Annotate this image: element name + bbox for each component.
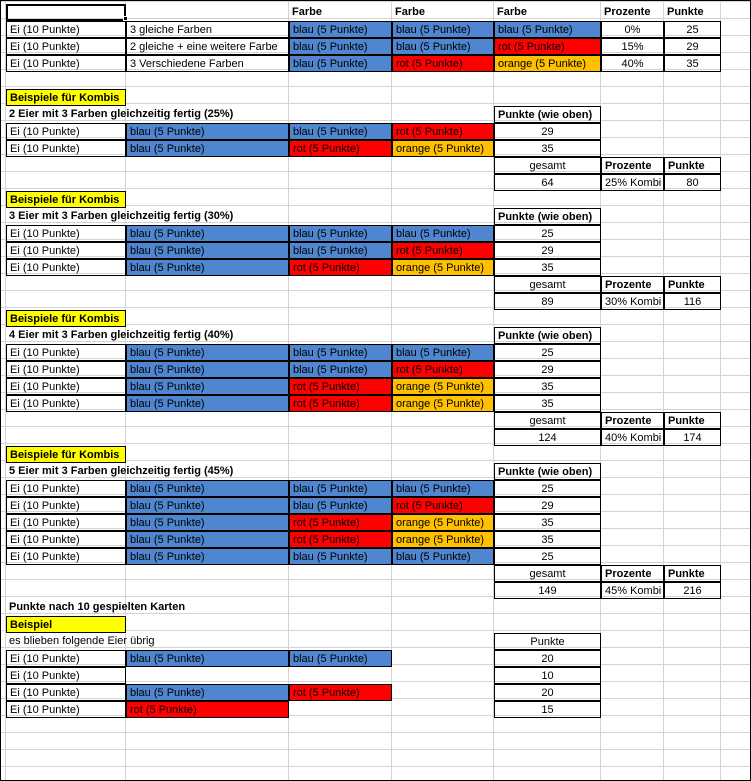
cell-r8-c5[interactable]: 29 [494,123,601,140]
cell-r35-c3[interactable]: 216 [664,582,721,599]
cell-r29-c4[interactable]: blau (5 Punkte) [392,480,494,497]
cell-r29-c2[interactable]: blau (5 Punkte) [126,480,289,497]
cell-r16-c4[interactable]: orange (5 Punkte) [392,259,494,276]
gridline [663,1,664,780]
cell-r14-c3[interactable]: blau (5 Punkte) [289,225,392,242]
cell-r39-c2[interactable]: blau (5 Punkte) [126,650,289,667]
cell-r31-c5[interactable]: 35 [494,514,601,531]
cell-r20-c1[interactable]: 4 Eier mit 3 Farben gleichzeitig fertig (40%) [9,329,234,341]
cell-r4-c4[interactable]: rot (5 Punkte) [392,55,494,72]
cell-r23-c2[interactable]: blau (5 Punkte) [126,378,289,395]
fill-handle[interactable] [123,16,128,21]
cell-r15-c5[interactable]: 29 [494,242,601,259]
cell-r31-c1[interactable]: Ei (10 Punkte) [6,514,126,531]
cell-r4-c5[interactable]: orange (5 Punkte) [494,55,601,72]
cell-r1-c5[interactable]: Prozente [604,6,651,18]
cell-r14-c5[interactable]: 25 [494,225,601,242]
cell-r2-c2[interactable]: 3 gleiche Farben [126,21,289,38]
cell-r18-c2[interactable]: 30% Kombi [601,293,664,310]
cell-r41-c2[interactable]: blau (5 Punkte) [126,684,289,701]
cell-r9-c1[interactable]: Ei (10 Punkte) [6,140,126,157]
cell-r21-c1[interactable]: Ei (10 Punkte) [6,344,126,361]
cell-r35-c2[interactable]: 45% Kombi [601,582,664,599]
cell-r12-c1[interactable]: Beispiele für Kombis [6,191,126,208]
cell-r28-c1[interactable]: 5 Eier mit 3 Farben gleichzeitig fertig (45%) [9,465,234,477]
cell-r3-c5[interactable]: rot (5 Punkte) [494,38,601,55]
cell-r3-c2[interactable]: 2 gleiche + eine weitere Farbe [126,38,289,55]
cell-r29-c1[interactable]: Ei (10 Punkte) [6,480,126,497]
cell-r17-c1[interactable]: gesamt [494,276,601,293]
cell-r38-c1[interactable]: es blieben folgende Eier übrig [9,635,155,647]
cell-r17-c3[interactable]: Punkte [664,276,721,293]
cell-r30-c4[interactable]: rot (5 Punkte) [392,497,494,514]
cell-r42-c3[interactable]: 15 [494,701,601,718]
cell-r38-c2[interactable]: Punkte [494,633,601,650]
cell-r41-c4[interactable]: 20 [494,684,601,701]
cell-r10-c2[interactable]: Prozente [601,157,664,174]
cell-r16-c3[interactable]: rot (5 Punkte) [289,259,392,276]
cell-r8-c2[interactable]: blau (5 Punkte) [126,123,289,140]
cell-r14-c2[interactable]: blau (5 Punkte) [126,225,289,242]
cell-r25-c3[interactable]: Punkte [664,412,721,429]
cell-r2-c7[interactable]: 25 [664,21,721,38]
cell-r1-c4[interactable]: Farbe [497,6,527,18]
cell-r9-c4[interactable]: orange (5 Punkte) [392,140,494,157]
cell-r21-c4[interactable]: blau (5 Punkte) [392,344,494,361]
cell-r28-c2[interactable]: Punkte (wie oben) [494,463,601,480]
cell-r23-c3[interactable]: rot (5 Punkte) [289,378,392,395]
cell-r25-c2[interactable]: Prozente [601,412,664,429]
cell-r26-c2[interactable]: 40% Kombi [601,429,664,446]
cell-r42-c1[interactable]: Ei (10 Punkte) [6,701,126,718]
cell-r19-c1[interactable]: Beispiele für Kombis [6,310,126,327]
cell-r3-c4[interactable]: blau (5 Punkte) [392,38,494,55]
cell-r2-c4[interactable]: blau (5 Punkte) [392,21,494,38]
cell-r10-c3[interactable]: Punkte [664,157,721,174]
cell-r22-c5[interactable]: 29 [494,361,601,378]
cell-r23-c4[interactable]: orange (5 Punkte) [392,378,494,395]
cell-r31-c2[interactable]: blau (5 Punkte) [126,514,289,531]
cell-r24-c3[interactable]: rot (5 Punkte) [289,395,392,412]
cell-r7-c2[interactable]: Punkte (wie oben) [494,106,601,123]
gridline [720,1,721,780]
cell-r32-c2[interactable]: blau (5 Punkte) [126,531,289,548]
cell-r3-c3[interactable]: blau (5 Punkte) [289,38,392,55]
cell-r33-c2[interactable]: blau (5 Punkte) [126,548,289,565]
cell-r4-c3[interactable]: blau (5 Punkte) [289,55,392,72]
cell-r21-c2[interactable]: blau (5 Punkte) [126,344,289,361]
cell-r25-c1[interactable]: gesamt [494,412,601,429]
cell-r42-c2[interactable]: rot (5 Punkte) [126,701,289,718]
cell-r34-c2[interactable]: Prozente [601,565,664,582]
cell-r2-c1[interactable]: Ei (10 Punkte) [6,21,126,38]
cell-r1-c2[interactable]: Farbe [292,6,322,18]
cell-r39-c4[interactable]: 20 [494,650,601,667]
cell-r15-c1[interactable]: Ei (10 Punkte) [6,242,126,259]
cell-r6-c1[interactable]: Beispiele für Kombis [6,89,126,106]
cell-r33-c3[interactable]: blau (5 Punkte) [289,548,392,565]
cell-r1-c1[interactable] [6,4,126,21]
cell-r27-c1[interactable]: Beispiele für Kombis [6,446,126,463]
cell-r14-c1[interactable]: Ei (10 Punkte) [6,225,126,242]
cell-r24-c2[interactable]: blau (5 Punkte) [126,395,289,412]
cell-r31-c3[interactable]: rot (5 Punkte) [289,514,392,531]
cell-r17-c2[interactable]: Prozente [601,276,664,293]
cell-r4-c2[interactable]: 3 Verschiedene Farben [126,55,289,72]
cell-r40-c1[interactable]: Ei (10 Punkte) [6,667,126,684]
cell-r11-c2[interactable]: 25% Kombi [601,174,664,191]
cell-r24-c4[interactable]: orange (5 Punkte) [392,395,494,412]
cell-r24-c1[interactable]: Ei (10 Punkte) [6,395,126,412]
cell-r1-c3[interactable]: Farbe [395,6,425,18]
cell-r15-c3[interactable]: blau (5 Punkte) [289,242,392,259]
cell-r37-c1[interactable]: Beispiel [6,616,126,633]
cell-r7-c1[interactable]: 2 Eier mit 3 Farben gleichzeitig fertig (25%) [9,108,234,120]
cell-r4-c7[interactable]: 35 [664,55,721,72]
cell-r35-c1[interactable]: 149 [494,582,601,599]
cell-r3-c6[interactable]: 15% [601,38,664,55]
cell-r23-c1[interactable]: Ei (10 Punkte) [6,378,126,395]
cell-r18-c3[interactable]: 116 [664,293,721,310]
cell-r26-c3[interactable]: 174 [664,429,721,446]
cell-r30-c1[interactable]: Ei (10 Punkte) [6,497,126,514]
cell-r2-c5[interactable]: blau (5 Punkte) [494,21,601,38]
cell-r8-c3[interactable]: blau (5 Punkte) [289,123,392,140]
cell-r22-c3[interactable]: blau (5 Punkte) [289,361,392,378]
cell-r15-c4[interactable]: rot (5 Punkte) [392,242,494,259]
cell-r32-c1[interactable]: Ei (10 Punkte) [6,531,126,548]
cell-r22-c1[interactable]: Ei (10 Punkte) [6,361,126,378]
cell-r14-c4[interactable]: blau (5 Punkte) [392,225,494,242]
cell-r21-c5[interactable]: 25 [494,344,601,361]
cell-r2-c6[interactable]: 0% [601,21,664,38]
cell-r3-c7[interactable]: 29 [664,38,721,55]
cell-r32-c5[interactable]: 35 [494,531,601,548]
cell-r15-c2[interactable]: blau (5 Punkte) [126,242,289,259]
cell-r9-c5[interactable]: 35 [494,140,601,157]
cell-r8-c1[interactable]: Ei (10 Punkte) [6,123,126,140]
cell-r16-c2[interactable]: blau (5 Punkte) [126,259,289,276]
cell-r34-c3[interactable]: Punkte [664,565,721,582]
cell-r9-c2[interactable]: blau (5 Punkte) [126,140,289,157]
cell-r32-c4[interactable]: orange (5 Punkte) [392,531,494,548]
cell-r33-c5[interactable]: 25 [494,548,601,565]
cell-r23-c5[interactable]: 35 [494,378,601,395]
cell-r39-c3[interactable]: blau (5 Punkte) [289,650,392,667]
cell-r21-c3[interactable]: blau (5 Punkte) [289,344,392,361]
cell-r29-c3[interactable]: blau (5 Punkte) [289,480,392,497]
cell-r10-c1[interactable]: gesamt [494,157,601,174]
cell-r4-c6[interactable]: 40% [601,55,664,72]
cell-r9-c3[interactable]: rot (5 Punkte) [289,140,392,157]
cell-r30-c3[interactable]: blau (5 Punkte) [289,497,392,514]
cell-r24-c5[interactable]: 35 [494,395,601,412]
cell-r40-c2[interactable]: 10 [494,667,601,684]
cell-r30-c2[interactable]: blau (5 Punkte) [126,497,289,514]
cell-r16-c1[interactable]: Ei (10 Punkte) [6,259,126,276]
cell-r11-c1[interactable]: 64 [494,174,601,191]
cell-r18-c1[interactable]: 89 [494,293,601,310]
cell-r34-c1[interactable]: gesamt [494,565,601,582]
cell-r22-c2[interactable]: blau (5 Punkte) [126,361,289,378]
cell-r13-c2[interactable]: Punkte (wie oben) [494,208,601,225]
cell-r33-c1[interactable]: Ei (10 Punkte) [6,548,126,565]
cell-r11-c3[interactable]: 80 [664,174,721,191]
cell-r1-c6[interactable]: Punkte [667,6,704,18]
cell-r30-c5[interactable]: 29 [494,497,601,514]
cell-r2-c3[interactable]: blau (5 Punkte) [289,21,392,38]
cell-r32-c3[interactable]: rot (5 Punkte) [289,531,392,548]
cell-r8-c4[interactable]: rot (5 Punkte) [392,123,494,140]
cell-r4-c1[interactable]: Ei (10 Punkte) [6,55,126,72]
cell-r16-c5[interactable]: 35 [494,259,601,276]
cell-r39-c1[interactable]: Ei (10 Punkte) [6,650,126,667]
cell-r26-c1[interactable]: 124 [494,429,601,446]
cell-r33-c4[interactable]: blau (5 Punkte) [392,548,494,565]
cell-r22-c4[interactable]: rot (5 Punkte) [392,361,494,378]
cell-r3-c1[interactable]: Ei (10 Punkte) [6,38,126,55]
cell-r41-c3[interactable]: rot (5 Punkte) [289,684,392,701]
cell-r13-c1[interactable]: 3 Eier mit 3 Farben gleichzeitig fertig (30%) [9,210,234,222]
cell-r36-c1[interactable]: Punkte nach 10 gespielten Karten [9,601,186,613]
cell-r41-c1[interactable]: Ei (10 Punkte) [6,684,126,701]
cell-r20-c2[interactable]: Punkte (wie oben) [494,327,601,344]
cell-r31-c4[interactable]: orange (5 Punkte) [392,514,494,531]
cell-r29-c5[interactable]: 25 [494,480,601,497]
